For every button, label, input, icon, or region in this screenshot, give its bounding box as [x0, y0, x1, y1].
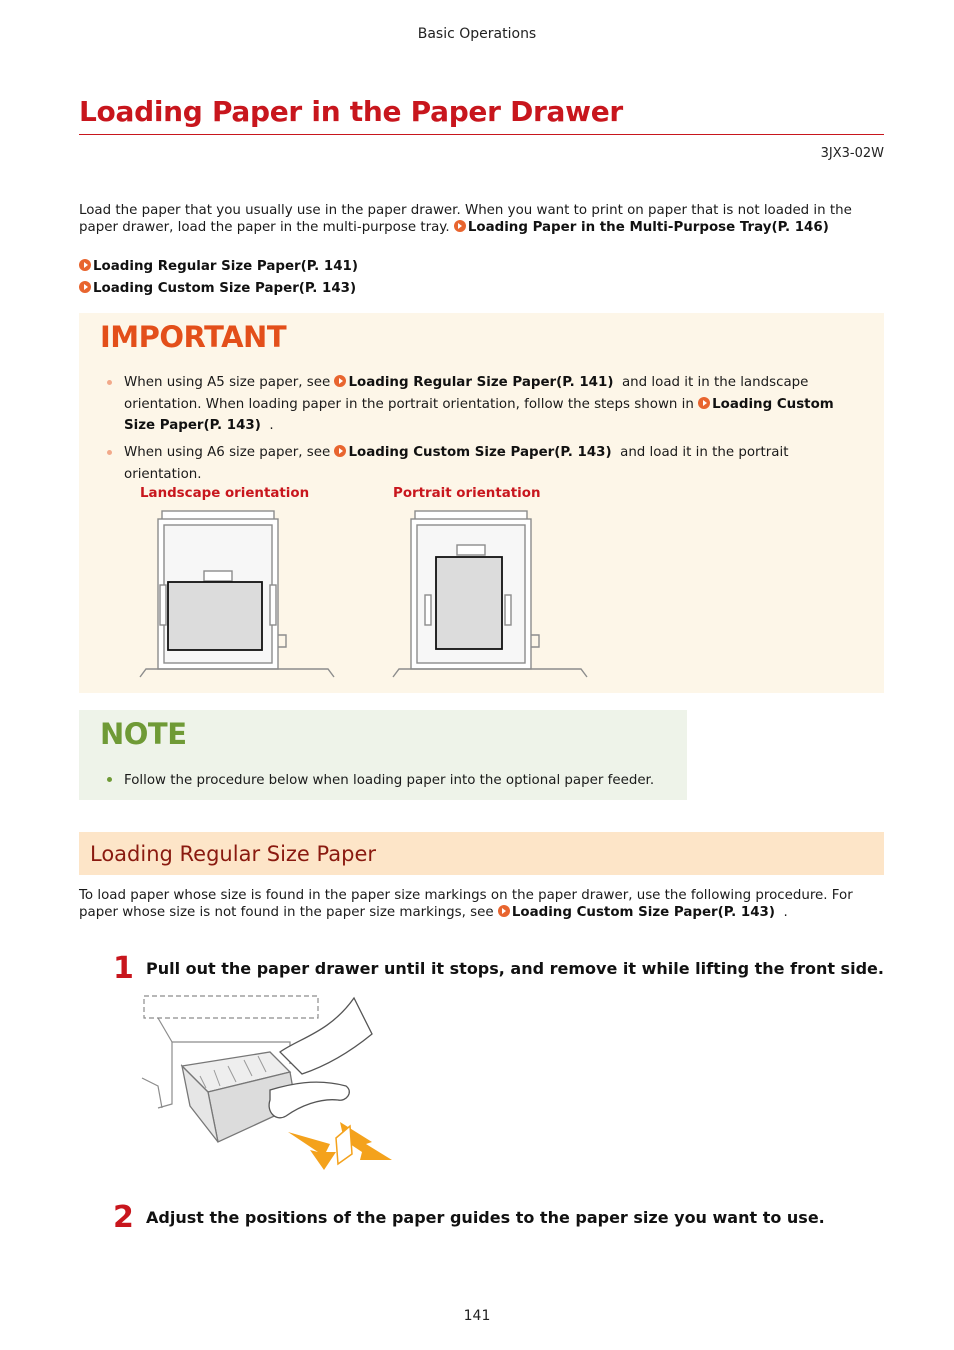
portrait-drawer-illustration: [391, 505, 591, 681]
link-label: Loading Custom Size Paper(P. 143): [348, 445, 612, 460]
link-custom-size[interactable]: [698, 397, 834, 412]
bullet-text: .: [269, 418, 274, 433]
bullet-text: and load it in the portrait orientation.: [124, 445, 789, 482]
link-label: Loading Custom Size Paper(P. 143): [93, 281, 357, 296]
bullet-text: and load it in the landscape: [621, 375, 809, 390]
bullet-1-line-3: [124, 415, 864, 437]
paper-portrait: [436, 557, 502, 649]
landscape-drawer-illustration: [138, 505, 338, 681]
page-number: 141: [463, 1308, 491, 1324]
section-intro-text: .: [783, 905, 788, 920]
caption-portrait: Portrait orientation: [393, 486, 541, 501]
section-intro-line-2: [79, 904, 884, 921]
link-label: Loading Regular Size Paper(P. 141): [93, 259, 358, 274]
bullet-text: When using A6 size paper, see: [124, 445, 331, 460]
link-label: Loading Custom: [712, 396, 834, 412]
link-custom-size-cont[interactable]: Size Paper(P. 143): [124, 418, 261, 433]
link-regular-size[interactable]: [334, 375, 613, 390]
section-intro: [79, 887, 884, 921]
title-divider: [79, 134, 884, 135]
link-arrow-icon: [79, 281, 91, 293]
intro-paragraph: [79, 202, 884, 236]
running-header: Basic Operations: [417, 26, 537, 42]
page-title: Loading Paper in the Paper Drawer: [79, 95, 623, 128]
bullet-icon: [107, 450, 112, 455]
link-multipurpose-tray[interactable]: [454, 220, 829, 235]
bullet-text: orientation. When loading paper in the portrait orientation, follow the steps shown in: [124, 396, 694, 412]
link-label: Loading Custom Size Paper(P. 143): [511, 905, 775, 920]
important-bullet-2: [124, 442, 864, 485]
pull-out-drawer-illustration: [140, 994, 396, 1170]
link-arrow-icon: [334, 375, 346, 387]
section-intro-line-1: To load paper whose size is found in the paper size markings on the paper drawer, use the following procedure. For: [79, 888, 853, 903]
bullet-icon: [107, 777, 112, 782]
paper-landscape: [168, 582, 262, 650]
intro-text: paper drawer, load the paper in the multi-purpose tray.: [79, 220, 450, 235]
bullet-1-line-1: [124, 372, 864, 394]
pull-arrow-icon: [288, 1132, 336, 1170]
important-bullet-1: [124, 372, 864, 437]
link-label: Loading Regular Size Paper(P. 141): [348, 375, 614, 390]
step-1-number: 1: [113, 951, 134, 986]
note-heading: NOTE: [100, 717, 187, 751]
link-custom-size[interactable]: [334, 445, 611, 460]
link-custom-size[interactable]: [498, 905, 775, 920]
link-label: Loading Paper in the Multi-Purpose Tray(P. 146): [467, 220, 829, 235]
important-heading: IMPORTANT: [100, 320, 287, 354]
link-arrow-icon: [498, 905, 510, 917]
section-title: Loading Regular Size Paper: [90, 842, 377, 866]
link-arrow-icon: [454, 220, 466, 232]
link-arrow-icon: [334, 445, 346, 457]
step-2-number: 2: [113, 1200, 134, 1235]
caption-landscape: Landscape orientation: [140, 486, 310, 501]
link-arrow-icon: [698, 397, 710, 409]
toc-link-regular-size[interactable]: [79, 256, 358, 278]
bullet-text: Follow the procedure below when loading paper into the optional paper feeder.: [124, 773, 655, 788]
step-1-text: Pull out the paper drawer until it stops, and remove it while lifting the front side.: [146, 959, 884, 978]
bullet-icon: [107, 380, 112, 385]
bullet-1-line-2: [124, 394, 864, 416]
bullet-text: When using A5 size paper, see: [124, 375, 331, 390]
toc-link-custom-size[interactable]: [79, 278, 358, 300]
intro-line-1: Load the paper that you usually use in the paper drawer. When you want to print on paper that is not loaded in the: [79, 203, 852, 218]
toc-links: [79, 256, 358, 300]
section-intro-text: paper whose size is not found in the paper size markings, see: [79, 905, 494, 920]
document-code: 3JX3-02W: [820, 146, 884, 161]
intro-line-2: [79, 219, 884, 236]
link-arrow-icon: [79, 259, 91, 271]
step-2-text: Adjust the positions of the paper guides to the paper size you want to use.: [146, 1208, 825, 1227]
note-bullet: [124, 770, 654, 792]
